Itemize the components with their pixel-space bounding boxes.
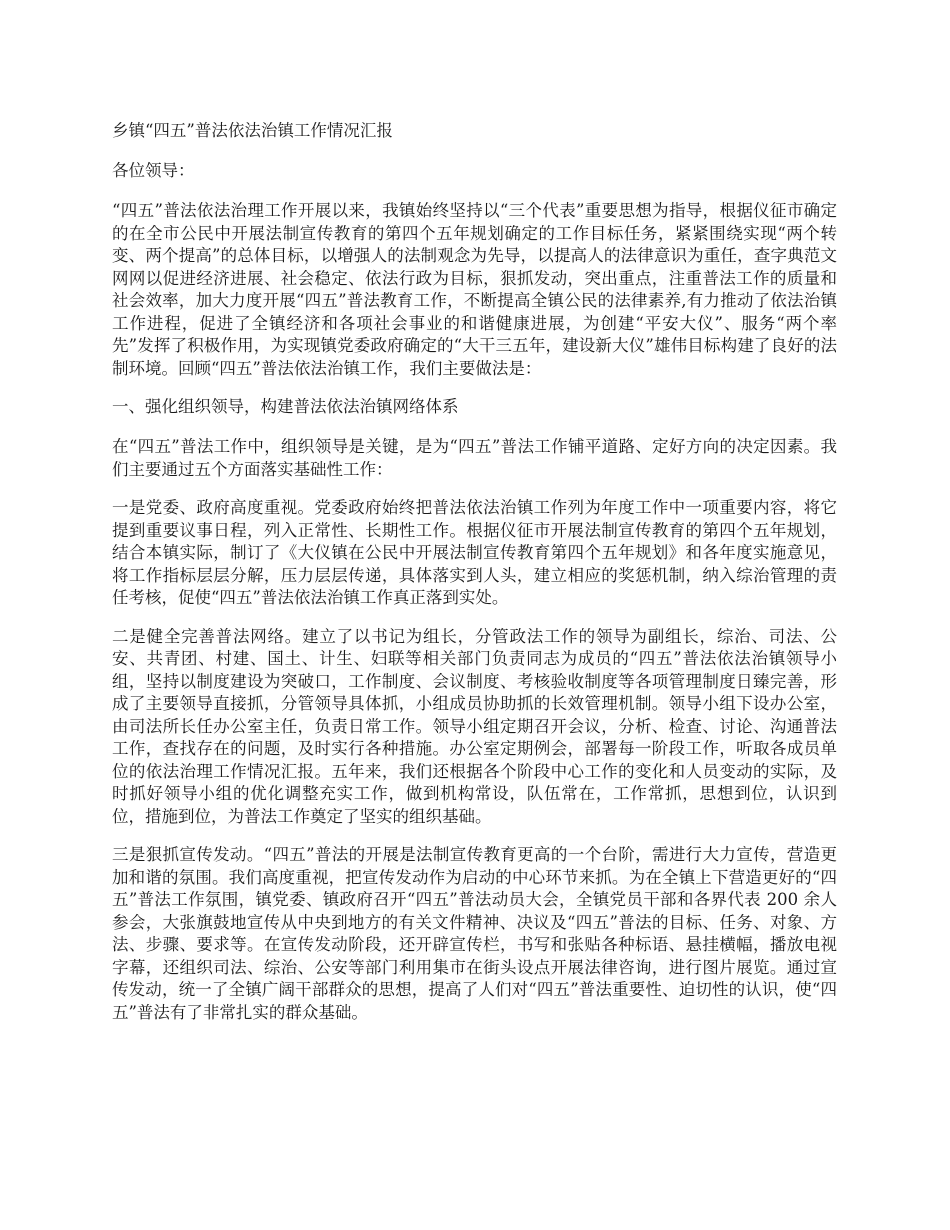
intro-paragraph: “四五”普法依法治理工作开展以来，我镇始终坚持以“三个代表”重要思想为指导，根据仪征市确定的在全市公民中开展法制宣传教育的第四个五年规划确定的工作目标任务，紧紧围绕实现“两个转变、两个提高”的总体目标，以增强人的法制观念为先导，以提高人的法律意识为重任，查字典范文网网以促进经济进展、社会稳定、依法行政为目标，狠抓发动，突出重点，注重普法工作的质量和社会效率，加大力度开展“四五”普法教育工作，不断提高全镇公民的法律素养,有力推动了依法治镇工作进程，促进了全镇经济和各项社会事业的和谐健康进展，为创建“平安大仪”、服务“两个率先”发挥了积极作用，为实现镇党委政府确定的“大干三五年，建设新大仪”雄伟目标构建了良好的法制环境。回顾“四五”普法依法治镇工作，我们主要做法是： <box>112 201 837 378</box>
greeting: 各位领导： <box>112 161 195 180</box>
section-heading: 一、强化组织领导，构建普法依法治镇网络体系 <box>112 397 459 416</box>
point-two-paragraph: 二是健全完善普法网络。建立了以书记为组长，分管政法工作的领导为副组长，综治、司法、公安、共青团、村建、国土、计生、妇联等相关部门负责同志为成员的“四五”普法依法治镇领导小组，坚持以制度建设为突破口，工作制度、会议制度、考核验收制度等各项管理制度日臻完善，形成了主要领导直接抓，分管领导具体抓，小组成员协助抓的长效管理机制。领导小组下设办公室，由司法所长任办公室主任，负责日常工作。领导小组定期召开会议，分析、检查、讨论、沟通普法工作，查找存在的问题，及时实行各种措施。办公室定期例会，部署每一阶段工作，听取各成员单位的依法治理工作情况汇报。五年来，我们还根据各个阶段中心工作的变化和人员变动的实际，及时抓好领导小组的优化调整充实工作，做到机构常设，队伍常在，工作常抓，思想到位，认识到位，措施到位，为普法工作奠定了坚实的组织基础。 <box>112 626 837 826</box>
document-page <box>112 120 837 1040</box>
point-one-paragraph: 一是党委、政府高度重视。党委政府始终把普法依法治镇工作列为年度工作中一项重要内容，将它提到重要议事日程，列入正常性、长期性工作。根据仪征市开展法制宣传教育的第四个五年规划，结合本镇实际，制订了《大仪镇在公民中开展法制宣传教育第四个五年规划》和各年度实施意见，将工作指标层层分解，压力层层传递，具体落实到人头，建立相应的奖惩机制，纳入综治管理的责任考核，促使“四五”普法依法治镇工作真正落到实处。 <box>112 498 837 607</box>
section-intro-paragraph: 在“四五”普法工作中，组织领导是关键，是为“四五”普法工作铺平道路、定好方向的决定因素。我们主要通过五个方面落实基础性工作： <box>112 437 837 479</box>
point-three-paragraph: 三是狠抓宣传发动。“四五”普法的开展是法制宣传教育更高的一个台阶，需进行大力宣传，营造更加和谐的氛围。我们高度重视，把宣传发动作为启动的中心环节来抓。为在全镇上下营造更好的“四五”普法工作氛围，镇党委、镇政府召开“四五”普法动员大会，全镇党员干部和各界代表 200 余人参会，大张旗鼓地宣传从中央到地方的有关文件精神、决议及“四五”普法的目标、任务、对象、方法、步骤、要求等。在宣传发动阶段，还开辟宣传栏，书写和张贴各种标语、悬挂横幅，播放电视字幕，还组织司法、综治、公安等部门利用集市在街头设点开展法律咨询，进行图片展览。通过宣传发动，统一了全镇广阔干部群众的思想，提高了人们对“四五”普法重要性、迫切性的认识，使“四五”普法有了非常扎实的群众基础。 <box>112 845 837 1022</box>
document-title: 乡镇“四五”普法依法治镇工作情况汇报 <box>112 121 393 140</box>
